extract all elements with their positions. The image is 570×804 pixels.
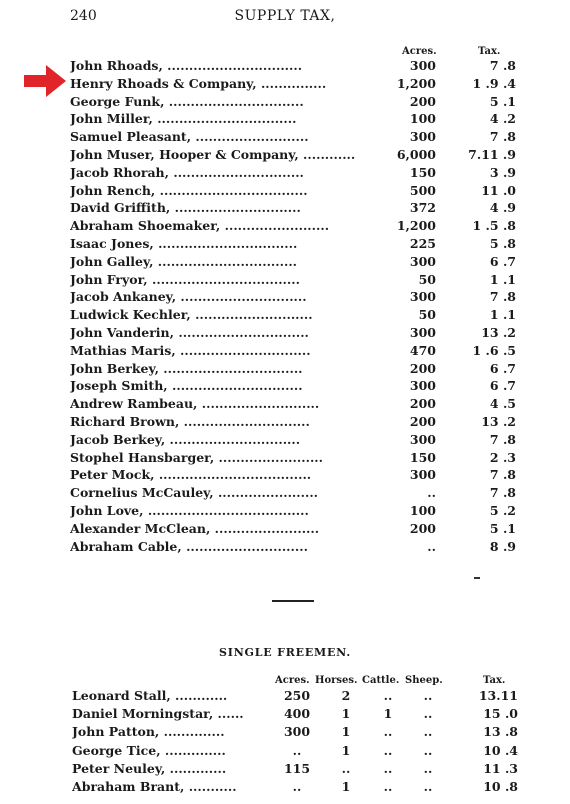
table-row: [0, 342, 570, 360]
table-row: [0, 75, 570, 93]
row-tax: 4 .2: [489, 111, 516, 127]
freemen-tax: 10 .8: [483, 779, 518, 794]
section-title-single-freemen: SINGLE FREEMEN.: [219, 646, 351, 659]
freemen-name: Peter Neuley, .............: [72, 760, 227, 776]
row-tax: 4 .5: [489, 396, 516, 412]
freemen-horses: 1: [341, 779, 351, 794]
row-acres: 200: [409, 520, 436, 536]
row-name: Ludwick Kechler, ...........................: [70, 307, 313, 323]
freemen-acres: ..: [292, 779, 302, 794]
row-name: John Rench, ..................................: [70, 182, 308, 198]
row-tax: 5 .8: [489, 236, 516, 251]
freemen-acres-header: Acres.: [275, 675, 310, 686]
row-name: Isaac Jones, ................................: [70, 236, 298, 251]
table-row: [0, 182, 570, 200]
row-tax: 2 .3: [489, 449, 516, 465]
freemen-acres: 300: [283, 724, 311, 740]
freemen-name: Leonard Stall, ............: [72, 688, 228, 703]
table-row: [0, 306, 570, 324]
row-tax: 5 .1: [489, 520, 516, 536]
row-acres: 300: [409, 431, 436, 447]
freemen-acres: ..: [292, 742, 302, 758]
row-acres: ..: [427, 485, 436, 501]
row-tax: 13 .2: [481, 414, 516, 429]
table-row: [0, 93, 570, 111]
row-acres: 1,200: [396, 75, 436, 91]
row-tax: 5 .2: [489, 503, 516, 518]
freemen-tax: 15 .0: [483, 706, 518, 722]
row-tax: 7 .8: [489, 129, 516, 145]
freemen-sheep-header: Sheep.: [405, 675, 443, 686]
freemen-cattle: ..: [383, 724, 393, 740]
row-acres: 300: [409, 325, 436, 340]
freemen-acres: 400: [283, 706, 311, 722]
table-row: [0, 431, 570, 449]
row-tax: 8 .9: [489, 538, 516, 554]
table-row: [0, 324, 570, 342]
freemen-cattle: ..: [383, 742, 393, 758]
row-name: Alexander McClean, ........................: [70, 520, 320, 536]
row-tax: 7 .8: [489, 58, 516, 73]
row-tax: 7 .8: [489, 467, 516, 483]
row-tax: 7 .8: [489, 289, 516, 305]
table-row: [0, 360, 570, 378]
freemen-tax: 10 .4: [483, 742, 518, 758]
freemen-sheep: ..: [423, 688, 433, 703]
row-name: John Rhoads, ...............................: [70, 58, 303, 73]
row-acres: 150: [409, 164, 436, 180]
freemen-row: [0, 705, 570, 723]
row-tax: 7.11 .9: [468, 147, 516, 162]
row-acres: 100: [409, 503, 436, 518]
row-name: Samuel Pleasant, ..........................: [70, 129, 309, 145]
row-tax: 6 .7: [489, 378, 516, 394]
row-name: Henry Rhoads & Company, ...............: [70, 75, 327, 91]
freemen-tax: 13 .8: [483, 724, 518, 740]
row-name: Jacob Berkey, ..............................: [70, 431, 301, 447]
freemen-horses: 2: [341, 688, 351, 703]
freemen-sheep: ..: [423, 742, 433, 758]
table-row: [0, 146, 570, 164]
table-row: [0, 217, 570, 235]
freemen-horses: 1: [341, 724, 351, 740]
table-row: [0, 377, 570, 395]
freemen-acres: 115: [283, 760, 311, 776]
row-acres: 200: [409, 360, 436, 376]
row-acres: 200: [409, 93, 436, 109]
row-tax: 6 .7: [489, 253, 516, 269]
row-acres: 470: [409, 342, 436, 358]
freemen-horses: 1: [341, 742, 351, 758]
row-name: Andrew Rambeau, ...........................: [70, 396, 320, 412]
row-tax: 11 .0: [481, 182, 516, 198]
row-acres: 50: [418, 307, 436, 323]
row-tax: 7 .8: [489, 485, 516, 501]
table-row: [0, 395, 570, 413]
table-row: [0, 449, 570, 467]
section-divider: [272, 600, 314, 602]
row-acres: 372: [409, 200, 436, 216]
row-name: Stophel Hansbarger, ........................: [70, 449, 323, 465]
freemen-sheep: ..: [423, 724, 433, 740]
row-name: John Love, .....................................: [70, 503, 309, 518]
freemen-sheep: ..: [423, 706, 433, 722]
freemen-name: Daniel Morningstar, ......: [72, 706, 244, 722]
stray-mark: [474, 577, 480, 579]
row-name: John Muser, Hooper & Company, ............: [70, 147, 356, 162]
row-acres: 300: [409, 378, 436, 394]
table-row: [0, 110, 570, 128]
table-row: [0, 57, 570, 75]
table-row: [0, 271, 570, 289]
freemen-horses-header: Horses.: [315, 675, 358, 686]
freemen-cattle-header: Cattle.: [362, 675, 400, 686]
row-name: John Miller, ................................: [70, 111, 297, 127]
row-tax: 13 .2: [481, 325, 516, 340]
freemen-horses: 1: [341, 706, 351, 722]
row-acres: 300: [409, 467, 436, 483]
row-acres: 500: [409, 182, 436, 198]
freemen-name: George Tice, ..............: [72, 742, 226, 758]
tax-column-header: Tax.: [478, 46, 501, 57]
table-row: [0, 128, 570, 146]
row-name: Peter Mock, ...................................: [70, 467, 312, 483]
running-head: SUPPLY TAX,: [234, 8, 336, 24]
row-tax: 4 .9: [489, 200, 516, 216]
table-row: [0, 235, 570, 253]
row-name: George Funk, ...............................: [70, 93, 304, 109]
freemen-acres: 250: [283, 688, 311, 703]
row-acres: 50: [418, 271, 436, 287]
row-tax: 7 .8: [489, 431, 516, 447]
row-tax: 1 .1: [489, 271, 516, 287]
row-name: Jacob Ankaney, .............................: [70, 289, 307, 305]
row-tax: 3 .9: [489, 164, 516, 180]
row-tax: 1 .1: [489, 307, 516, 323]
row-acres: 300: [409, 289, 436, 305]
freemen-tax: 13.11: [478, 688, 518, 703]
row-acres: 150: [409, 449, 436, 465]
row-name: Cornelius McCauley, .......................: [70, 485, 319, 501]
row-name: David Griffith, .............................: [70, 200, 301, 216]
row-name: John Fryor, ..................................: [70, 271, 300, 287]
row-name: Mathias Maris, ..............................: [70, 342, 311, 358]
table-row: [0, 538, 570, 556]
freemen-name: Abraham Brant, ...........: [72, 779, 237, 794]
row-tax: 1 .5 .8: [472, 218, 516, 234]
freemen-sheep: ..: [423, 779, 433, 794]
table-row: [0, 253, 570, 271]
freemen-cattle: ..: [383, 760, 393, 776]
freemen-name: John Patton, ..............: [72, 724, 225, 740]
table-row: [0, 502, 570, 520]
freemen-tax: 11 .3: [483, 760, 518, 776]
row-name: Abraham Cable, ............................: [70, 538, 308, 554]
row-acres: ..: [427, 538, 436, 554]
freemen-horses: ..: [341, 760, 351, 776]
row-acres: 200: [409, 414, 436, 429]
row-acres: 300: [409, 253, 436, 269]
row-name: Abraham Shoemaker, ........................: [70, 218, 330, 234]
table-row: [0, 520, 570, 538]
table-row: [0, 199, 570, 217]
row-tax: 1 .6 .5: [472, 342, 516, 358]
freemen-cattle: ..: [383, 688, 393, 703]
row-name: Jacob Rhorah, ..............................: [70, 164, 304, 180]
freemen-sheep: ..: [423, 760, 433, 776]
row-name: John Vanderin, ..............................: [70, 325, 309, 340]
freemen-row: [0, 742, 570, 760]
freemen-row: [0, 778, 570, 796]
freemen-row: [0, 723, 570, 741]
row-acres: 1,200: [396, 218, 436, 234]
freemen-tax-header: Tax.: [483, 675, 506, 686]
row-acres: 100: [409, 111, 436, 127]
row-name: Joseph Smith, ..............................: [70, 378, 303, 394]
table-row: [0, 164, 570, 182]
acres-column-header: Acres.: [402, 46, 437, 57]
page-number: 240: [70, 8, 97, 24]
table-row: [0, 413, 570, 431]
row-acres: 300: [409, 58, 436, 73]
row-tax: 1 .9 .4: [472, 75, 516, 91]
row-acres: 200: [409, 396, 436, 412]
freemen-cattle: ..: [383, 779, 393, 794]
row-tax: 6 .7: [489, 360, 516, 376]
table-row: [0, 484, 570, 502]
row-tax: 5 .1: [489, 93, 516, 109]
freemen-row: [0, 760, 570, 778]
table-row: [0, 466, 570, 484]
table-row: [0, 288, 570, 306]
row-acres: 6,000: [396, 147, 436, 162]
row-name: John Berkey, ................................: [70, 360, 303, 376]
row-name: John Galley, ................................: [70, 253, 298, 269]
row-name: Richard Brown, .............................: [70, 414, 310, 429]
row-acres: 225: [409, 236, 436, 251]
freemen-cattle: 1: [383, 706, 393, 722]
row-acres: 300: [409, 129, 436, 145]
freemen-row: [0, 687, 570, 705]
